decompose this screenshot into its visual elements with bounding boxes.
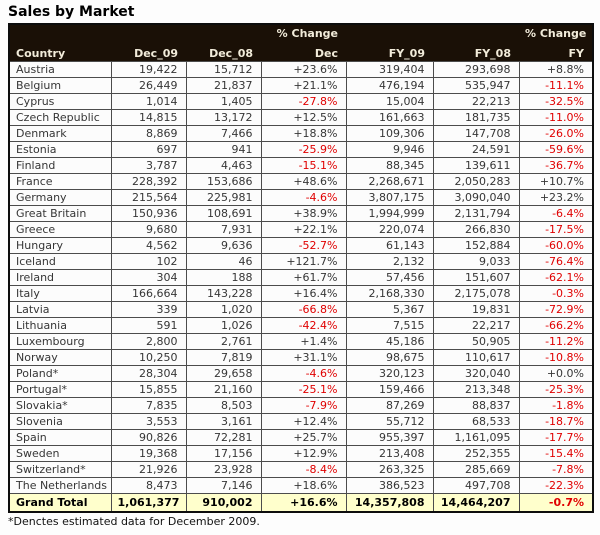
country-cell: Spain: [9, 430, 111, 446]
fy08-cell: 1,161,095: [433, 430, 519, 446]
pct-change-fy-cell: -11.0%: [519, 110, 593, 126]
table-row: [9, 254, 593, 270]
table-row: [9, 302, 593, 318]
fy08-cell: 213,348: [433, 382, 519, 398]
dec08-cell: 143,228: [186, 286, 261, 302]
fy08-cell: 151,607: [433, 270, 519, 286]
pct-change-dec-cell: -66.8%: [261, 302, 346, 318]
fy08-cell: 3,090,040: [433, 190, 519, 206]
table-row: [9, 238, 593, 254]
dec08-cell: 15,712: [186, 62, 261, 78]
fy09-cell: 319,404: [346, 62, 433, 78]
pct-change-dec-cell: +48.6%: [261, 174, 346, 190]
pct-change-fy-cell: -22.3%: [519, 478, 593, 494]
fy08-cell: 22,213: [433, 94, 519, 110]
table-row: [9, 446, 593, 462]
page-title: Sales by Market: [8, 4, 135, 20]
dec08-cell: 188: [186, 270, 261, 286]
pct-change-dec-cell: -8.4%: [261, 462, 346, 478]
dec08-cell: 225,981: [186, 190, 261, 206]
pct-change-fy-cell: -11.2%: [519, 334, 593, 350]
grand-total-dec08: 910,002: [186, 494, 261, 513]
header-pct-change-fy: % Change: [519, 24, 593, 42]
dec08-cell: 7,146: [186, 478, 261, 494]
fy08-cell: 535,947: [433, 78, 519, 94]
table-row: [9, 430, 593, 446]
header-pct-change-dec: % Change: [261, 24, 346, 42]
country-cell: Estonia: [9, 142, 111, 158]
dec09-cell: 3,553: [111, 414, 186, 430]
dec08-cell: 13,172: [186, 110, 261, 126]
dec08-cell: 72,281: [186, 430, 261, 446]
pct-change-dec-cell: +31.1%: [261, 350, 346, 366]
fy09-cell: 45,186: [346, 334, 433, 350]
country-cell: Luxembourg: [9, 334, 111, 350]
pct-change-fy-cell: -10.8%: [519, 350, 593, 366]
table-row: [9, 94, 593, 110]
table-row: [9, 222, 593, 238]
pct-change-fy-cell: -76.4%: [519, 254, 593, 270]
pct-change-dec-cell: -25.9%: [261, 142, 346, 158]
grand-total-row: [9, 494, 593, 513]
dec08-cell: 9,636: [186, 238, 261, 254]
country-cell: Greece: [9, 222, 111, 238]
fy09-cell: 5,367: [346, 302, 433, 318]
country-cell: Finland: [9, 158, 111, 174]
table-row: [9, 366, 593, 382]
fy08-cell: 88,837: [433, 398, 519, 414]
fy09-cell: 1,994,999: [346, 206, 433, 222]
dec08-cell: 2,761: [186, 334, 261, 350]
dec09-cell: 10,250: [111, 350, 186, 366]
dec08-cell: 3,161: [186, 414, 261, 430]
fy09-cell: 109,306: [346, 126, 433, 142]
fy09-cell: 57,456: [346, 270, 433, 286]
pct-change-dec-cell: +1.4%: [261, 334, 346, 350]
fy09-cell: 7,515: [346, 318, 433, 334]
fy09-cell: 320,123: [346, 366, 433, 382]
table-row: [9, 318, 593, 334]
pct-change-dec-cell: -25.1%: [261, 382, 346, 398]
dec09-cell: 339: [111, 302, 186, 318]
pct-change-fy-cell: -17.7%: [519, 430, 593, 446]
header-group-row: [9, 24, 593, 42]
header-columns-row: [9, 42, 593, 62]
dec09-cell: 4,562: [111, 238, 186, 254]
pct-change-dec-cell: -42.4%: [261, 318, 346, 334]
table-row: [9, 270, 593, 286]
dec09-cell: 26,449: [111, 78, 186, 94]
fy09-cell: 9,946: [346, 142, 433, 158]
table-row: [9, 206, 593, 222]
pct-change-dec-cell: -4.6%: [261, 190, 346, 206]
dec08-cell: 8,503: [186, 398, 261, 414]
col-header-dec08: Dec_08: [186, 42, 261, 62]
pct-change-fy-cell: -25.3%: [519, 382, 593, 398]
fy08-cell: 139,611: [433, 158, 519, 174]
dec08-cell: 108,691: [186, 206, 261, 222]
country-cell: Slovenia: [9, 414, 111, 430]
pct-change-dec-cell: +12.5%: [261, 110, 346, 126]
fy08-cell: 152,884: [433, 238, 519, 254]
fy09-cell: 476,194: [346, 78, 433, 94]
grand-total-dec09: 1,061,377: [111, 494, 186, 513]
dec09-cell: 15,855: [111, 382, 186, 398]
grand-total-fy09: 14,357,808: [346, 494, 433, 513]
sales-by-market-table: [8, 23, 594, 513]
table-row: [9, 190, 593, 206]
fy08-cell: 24,591: [433, 142, 519, 158]
country-cell: Poland*: [9, 366, 111, 382]
col-header-fy09: FY_09: [346, 42, 433, 62]
country-cell: Portugal*: [9, 382, 111, 398]
fy08-cell: 68,533: [433, 414, 519, 430]
fy08-cell: 9,033: [433, 254, 519, 270]
pct-change-fy-cell: -15.4%: [519, 446, 593, 462]
pct-change-dec-cell: +25.7%: [261, 430, 346, 446]
dec09-cell: 8,473: [111, 478, 186, 494]
fy09-cell: 88,345: [346, 158, 433, 174]
country-cell: Sweden: [9, 446, 111, 462]
pct-change-dec-cell: +22.1%: [261, 222, 346, 238]
table-row: [9, 286, 593, 302]
table-row: [9, 142, 593, 158]
fy08-cell: 50,905: [433, 334, 519, 350]
fy08-cell: 19,831: [433, 302, 519, 318]
fy08-cell: 22,217: [433, 318, 519, 334]
country-cell: Hungary: [9, 238, 111, 254]
country-cell: Latvia: [9, 302, 111, 318]
fy09-cell: 61,143: [346, 238, 433, 254]
pct-change-fy-cell: -7.8%: [519, 462, 593, 478]
fy08-cell: 147,708: [433, 126, 519, 142]
pct-change-dec-cell: +61.7%: [261, 270, 346, 286]
table-row: [9, 478, 593, 494]
grand-total-fy08: 14,464,207: [433, 494, 519, 513]
table-row: [9, 174, 593, 190]
dec08-cell: 7,819: [186, 350, 261, 366]
fy09-cell: 386,523: [346, 478, 433, 494]
pct-change-fy-cell: -32.5%: [519, 94, 593, 110]
pct-change-fy-cell: -62.1%: [519, 270, 593, 286]
col-header-country: Country: [9, 42, 111, 62]
table-row: [9, 78, 593, 94]
header-spacer: [346, 24, 519, 42]
fy09-cell: 161,663: [346, 110, 433, 126]
fy09-cell: 98,675: [346, 350, 433, 366]
dec08-cell: 29,658: [186, 366, 261, 382]
col-header-dec09: Dec_09: [111, 42, 186, 62]
dec08-cell: 46: [186, 254, 261, 270]
fy09-cell: 220,074: [346, 222, 433, 238]
table-row: [9, 398, 593, 414]
dec09-cell: 1,014: [111, 94, 186, 110]
pct-change-fy-cell: -6.4%: [519, 206, 593, 222]
pct-change-fy-cell: +23.2%: [519, 190, 593, 206]
dec08-cell: 21,160: [186, 382, 261, 398]
table-row: [9, 62, 593, 78]
fy08-cell: 2,050,283: [433, 174, 519, 190]
dec09-cell: 228,392: [111, 174, 186, 190]
table-row: [9, 158, 593, 174]
pct-change-dec-cell: -7.9%: [261, 398, 346, 414]
country-cell: Italy: [9, 286, 111, 302]
dec09-cell: 7,835: [111, 398, 186, 414]
dec08-cell: 1,026: [186, 318, 261, 334]
fy08-cell: 285,669: [433, 462, 519, 478]
dec09-cell: 150,936: [111, 206, 186, 222]
pct-change-fy-cell: +0.0%: [519, 366, 593, 382]
pct-change-fy-cell: -60.0%: [519, 238, 593, 254]
fy09-cell: 3,807,175: [346, 190, 433, 206]
pct-change-dec-cell: -52.7%: [261, 238, 346, 254]
pct-change-fy-cell: -72.9%: [519, 302, 593, 318]
dec08-cell: 1,405: [186, 94, 261, 110]
fy09-cell: 2,268,671: [346, 174, 433, 190]
footnote: *Denctes estimated data for December 2009.: [8, 515, 260, 528]
dec09-cell: 3,787: [111, 158, 186, 174]
pct-change-dec-cell: -4.6%: [261, 366, 346, 382]
table-header: [9, 24, 593, 62]
pct-change-dec-cell: +16.4%: [261, 286, 346, 302]
grand-total-pct-fy: -0.7%: [519, 494, 593, 513]
pct-change-fy-cell: -66.2%: [519, 318, 593, 334]
country-cell: Denmark: [9, 126, 111, 142]
pct-change-dec-cell: -27.8%: [261, 94, 346, 110]
country-cell: Iceland: [9, 254, 111, 270]
pct-change-fy-cell: -36.7%: [519, 158, 593, 174]
table-row: [9, 334, 593, 350]
fy08-cell: 320,040: [433, 366, 519, 382]
fy08-cell: 2,175,078: [433, 286, 519, 302]
fy08-cell: 181,735: [433, 110, 519, 126]
pct-change-dec-cell: +38.9%: [261, 206, 346, 222]
country-cell: Ireland: [9, 270, 111, 286]
dec08-cell: 7,931: [186, 222, 261, 238]
fy08-cell: 293,698: [433, 62, 519, 78]
country-cell: France: [9, 174, 111, 190]
dec09-cell: 28,304: [111, 366, 186, 382]
col-header-pct-dec: Dec: [261, 42, 346, 62]
dec09-cell: 591: [111, 318, 186, 334]
col-header-fy08: FY_08: [433, 42, 519, 62]
table-row: [9, 350, 593, 366]
pct-change-dec-cell: +21.1%: [261, 78, 346, 94]
pct-change-fy-cell: +8.8%: [519, 62, 593, 78]
dec09-cell: 304: [111, 270, 186, 286]
grand-total-label: Grand Total: [9, 494, 111, 513]
pct-change-dec-cell: +18.8%: [261, 126, 346, 142]
col-header-pct-fy: FY: [519, 42, 593, 62]
pct-change-fy-cell: -11.1%: [519, 78, 593, 94]
fy09-cell: 955,397: [346, 430, 433, 446]
pct-change-dec-cell: +23.6%: [261, 62, 346, 78]
country-cell: Switzerland*: [9, 462, 111, 478]
fy09-cell: 263,325: [346, 462, 433, 478]
pct-change-fy-cell: +10.7%: [519, 174, 593, 190]
dec08-cell: 1,020: [186, 302, 261, 318]
table-body: [9, 62, 593, 513]
table-row: [9, 126, 593, 142]
pct-change-dec-cell: +121.7%: [261, 254, 346, 270]
table-row: [9, 382, 593, 398]
country-cell: Czech Republic: [9, 110, 111, 126]
pct-change-dec-cell: +18.6%: [261, 478, 346, 494]
country-cell: Great Britain: [9, 206, 111, 222]
pct-change-fy-cell: -59.6%: [519, 142, 593, 158]
grand-total-pct-dec: +16.6%: [261, 494, 346, 513]
dec09-cell: 2,800: [111, 334, 186, 350]
table-row: [9, 462, 593, 478]
fy08-cell: 497,708: [433, 478, 519, 494]
dec09-cell: 102: [111, 254, 186, 270]
dec09-cell: 9,680: [111, 222, 186, 238]
pct-change-fy-cell: -17.5%: [519, 222, 593, 238]
fy08-cell: 2,131,794: [433, 206, 519, 222]
country-cell: Cyprus: [9, 94, 111, 110]
pct-change-fy-cell: -0.3%: [519, 286, 593, 302]
dec08-cell: 21,837: [186, 78, 261, 94]
fy08-cell: 266,830: [433, 222, 519, 238]
dec09-cell: 697: [111, 142, 186, 158]
fy09-cell: 159,466: [346, 382, 433, 398]
pct-change-fy-cell: -18.7%: [519, 414, 593, 430]
dec08-cell: 17,156: [186, 446, 261, 462]
dec08-cell: 153,686: [186, 174, 261, 190]
country-cell: Germany: [9, 190, 111, 206]
dec09-cell: 215,564: [111, 190, 186, 206]
fy08-cell: 252,355: [433, 446, 519, 462]
dec08-cell: 4,463: [186, 158, 261, 174]
fy09-cell: 15,004: [346, 94, 433, 110]
pct-change-dec-cell: +12.4%: [261, 414, 346, 430]
table-row: [9, 110, 593, 126]
dec09-cell: 19,422: [111, 62, 186, 78]
dec08-cell: 941: [186, 142, 261, 158]
country-cell: Austria: [9, 62, 111, 78]
country-cell: Norway: [9, 350, 111, 366]
fy09-cell: 87,269: [346, 398, 433, 414]
pct-change-fy-cell: -1.8%: [519, 398, 593, 414]
fy09-cell: 55,712: [346, 414, 433, 430]
table-row: [9, 414, 593, 430]
header-spacer: [9, 24, 261, 42]
country-cell: Slovakia*: [9, 398, 111, 414]
dec09-cell: 90,826: [111, 430, 186, 446]
dec09-cell: 21,926: [111, 462, 186, 478]
country-cell: Lithuania: [9, 318, 111, 334]
country-cell: Belgium: [9, 78, 111, 94]
fy09-cell: 2,132: [346, 254, 433, 270]
pct-change-fy-cell: -26.0%: [519, 126, 593, 142]
dec09-cell: 166,664: [111, 286, 186, 302]
country-cell: The Netherlands: [9, 478, 111, 494]
fy09-cell: 2,168,330: [346, 286, 433, 302]
pct-change-dec-cell: +12.9%: [261, 446, 346, 462]
pct-change-dec-cell: -15.1%: [261, 158, 346, 174]
dec08-cell: 23,928: [186, 462, 261, 478]
fy09-cell: 213,408: [346, 446, 433, 462]
dec09-cell: 14,815: [111, 110, 186, 126]
dec09-cell: 8,869: [111, 126, 186, 142]
dec09-cell: 19,368: [111, 446, 186, 462]
fy08-cell: 110,617: [433, 350, 519, 366]
dec08-cell: 7,466: [186, 126, 261, 142]
